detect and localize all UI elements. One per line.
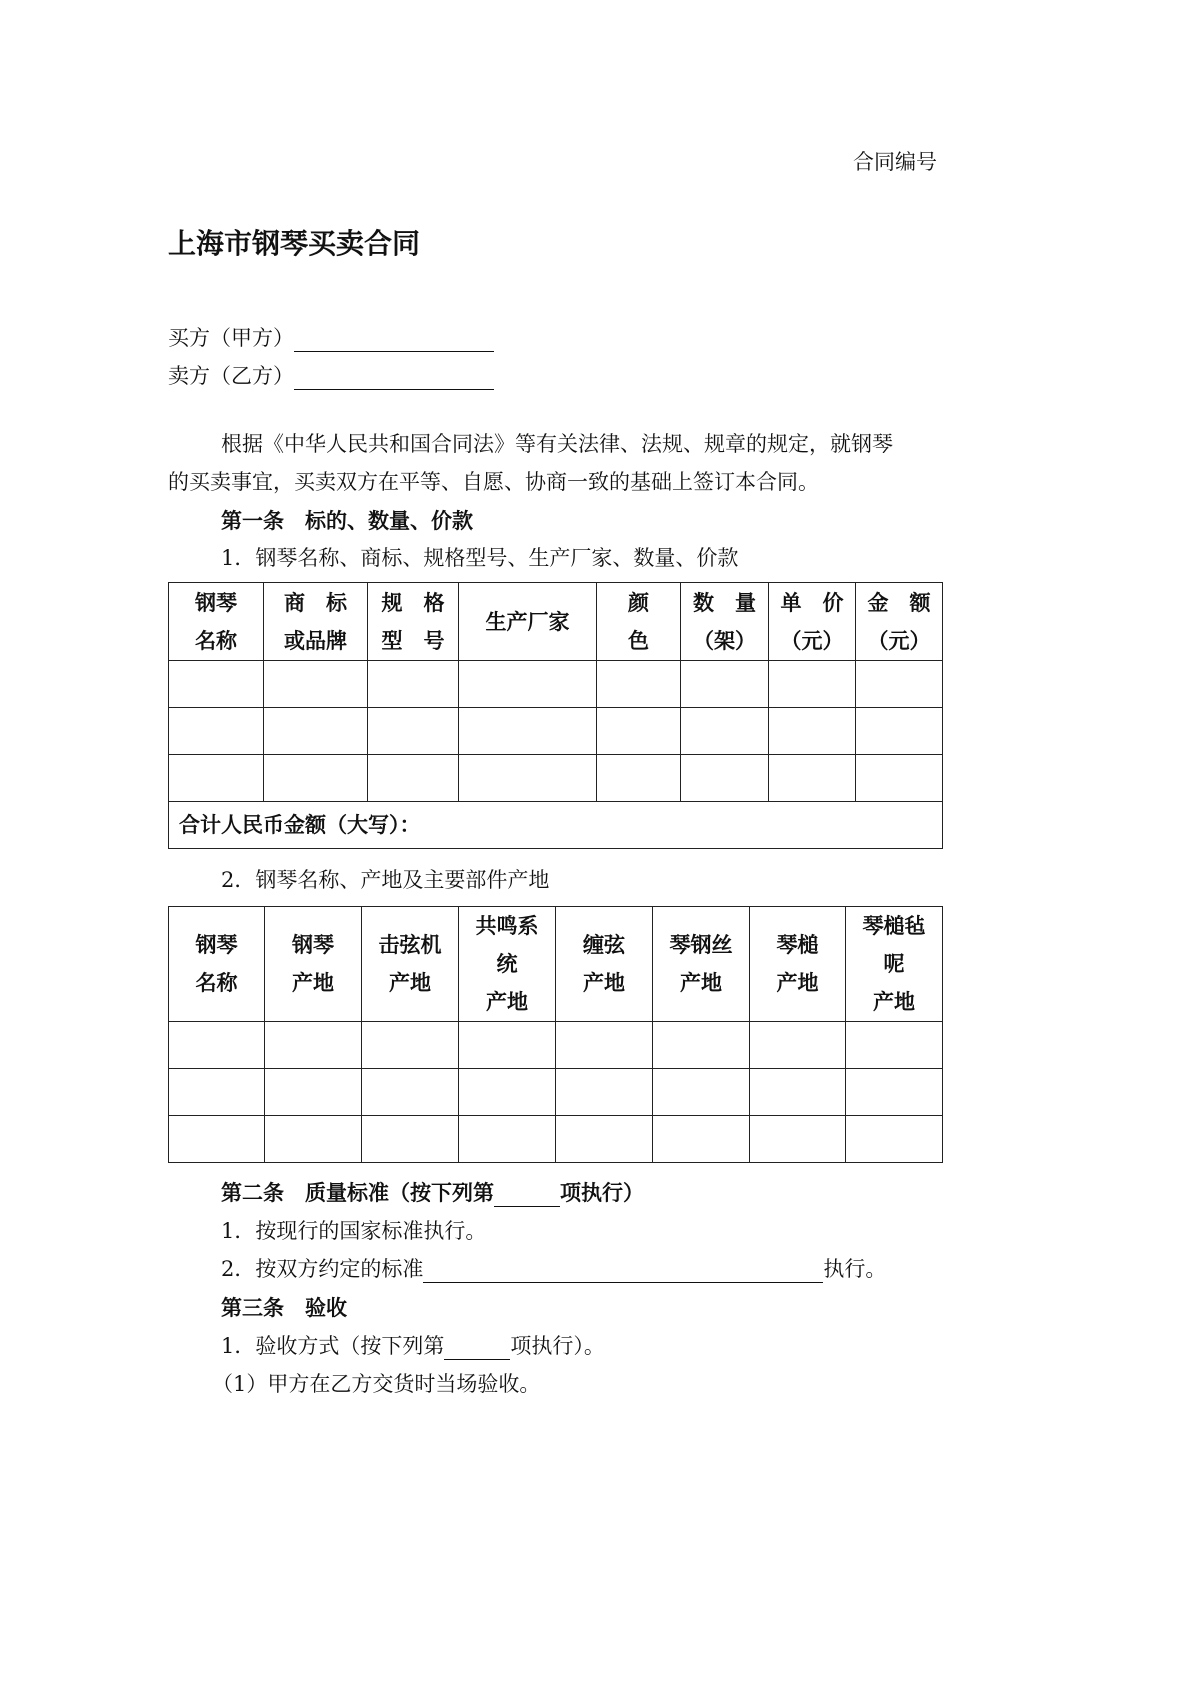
buyer-line <box>168 322 494 352</box>
article2-heading-pre: 第二条 质量标准（按下列第 <box>221 1180 494 1205</box>
contract-number-label: 合同编号 <box>853 150 937 174</box>
table1-cell[interactable] <box>856 708 943 755</box>
table2-header-cell: 钢琴 名称 <box>169 907 265 1022</box>
article1-item2: 2．钢琴名称、产地及主要部件产地 <box>221 868 550 892</box>
table1-cell[interactable] <box>264 661 368 708</box>
total-amount-cell[interactable]: 合计人民币金额（大写）： <box>169 802 943 849</box>
table2-cell[interactable] <box>265 1022 362 1069</box>
table1-header-cell: 钢琴 名称 <box>169 583 264 661</box>
table1-cell[interactable] <box>856 755 943 802</box>
table2-header-cell: 击弦机 产地 <box>362 907 459 1022</box>
table2-row <box>169 1022 943 1069</box>
seller-blank[interactable] <box>294 367 494 390</box>
table1-header-cell: 规 格 型 号 <box>368 583 459 661</box>
table2-cell[interactable] <box>750 1022 846 1069</box>
buyer-blank[interactable] <box>294 329 494 352</box>
table1-total-row <box>169 802 943 849</box>
table2-header-row <box>169 907 943 1022</box>
table1-cell[interactable] <box>681 708 769 755</box>
table2-cell[interactable] <box>750 1116 846 1163</box>
table1-row <box>169 755 943 802</box>
table1-cell[interactable] <box>169 661 264 708</box>
agreed-standard-blank[interactable] <box>423 1260 823 1283</box>
table1-header-cell: 单 价 （元） <box>769 583 856 661</box>
intro-line-1: 根据《中华人民共和国合同法》等有关法律、法规、规章的规定，就钢琴 <box>221 432 893 456</box>
table1-cell[interactable] <box>169 755 264 802</box>
article1-heading: 第一条 标的、数量、价款 <box>221 508 473 533</box>
table2-cell[interactable] <box>556 1116 653 1163</box>
table2-cell[interactable] <box>653 1069 750 1116</box>
intro-line-2: 的买卖事宜，买卖双方在平等、自愿、协商一致的基础上签订本合同。 <box>168 470 819 494</box>
article3-item1-post: 项执行）。 <box>510 1334 605 1358</box>
seller-label: 卖方（乙方） <box>168 364 294 388</box>
table2-cell[interactable] <box>362 1022 459 1069</box>
article3-item1-pre: 1．验收方式（按下列第 <box>221 1334 445 1358</box>
table1-cell[interactable] <box>597 708 681 755</box>
table1-header-cell: 数 量 （架） <box>681 583 769 661</box>
article2-choice-blank[interactable] <box>494 1184 560 1207</box>
table1-header-row <box>169 583 943 661</box>
table2-cell[interactable] <box>169 1116 265 1163</box>
table1-cell[interactable] <box>368 708 459 755</box>
article1-item1: 1．钢琴名称、商标、规格型号、生产厂家、数量、价款 <box>221 546 739 570</box>
article3-item1 <box>221 1330 605 1360</box>
table1-cell[interactable] <box>597 661 681 708</box>
article2-heading <box>221 1177 644 1207</box>
table1-cell[interactable] <box>264 755 368 802</box>
table1-cell[interactable] <box>769 755 856 802</box>
table1-header-cell: 商 标 或品牌 <box>264 583 368 661</box>
table2-cell[interactable] <box>265 1116 362 1163</box>
table2-header-cell: 缠弦 产地 <box>556 907 653 1022</box>
table2-cell[interactable] <box>846 1069 943 1116</box>
article2-item1: 1．按现行的国家标准执行。 <box>221 1219 487 1243</box>
table1-cell[interactable] <box>169 708 264 755</box>
article2-item2-post: 执行。 <box>823 1257 887 1281</box>
table2-cell[interactable] <box>459 1022 556 1069</box>
table2-row <box>169 1116 943 1163</box>
table2-cell[interactable] <box>846 1022 943 1069</box>
table1-cell[interactable] <box>681 755 769 802</box>
table2-header-cell: 共鸣系 统 产地 <box>459 907 556 1022</box>
table1-header-cell: 生产厂家 <box>459 583 597 661</box>
table1-row <box>169 708 943 755</box>
table2-cell[interactable] <box>459 1116 556 1163</box>
table2-header-cell: 琴槌毡 呢 产地 <box>846 907 943 1022</box>
table1-cell[interactable] <box>856 661 943 708</box>
piano-price-table <box>168 582 943 849</box>
article3-heading: 第三条 验收 <box>221 1295 347 1320</box>
table2-cell[interactable] <box>169 1069 265 1116</box>
seller-line <box>168 360 494 390</box>
table2-header-cell: 琴槌 产地 <box>750 907 846 1022</box>
table1-cell[interactable] <box>597 755 681 802</box>
table2-cell[interactable] <box>362 1069 459 1116</box>
table2-cell[interactable] <box>362 1116 459 1163</box>
table1-cell[interactable] <box>769 708 856 755</box>
table1-cell[interactable] <box>264 708 368 755</box>
table2-cell[interactable] <box>653 1022 750 1069</box>
table2-header-cell: 琴钢丝 产地 <box>653 907 750 1022</box>
article3-sub1: （1）甲方在乙方交货时当场验收。 <box>212 1372 541 1396</box>
table2-header-cell: 钢琴 产地 <box>265 907 362 1022</box>
buyer-label: 买方（甲方） <box>168 326 294 350</box>
table1-cell[interactable] <box>681 661 769 708</box>
table2-cell[interactable] <box>556 1022 653 1069</box>
table2-cell[interactable] <box>556 1069 653 1116</box>
origin-table <box>168 906 943 1163</box>
table1-cell[interactable] <box>459 755 597 802</box>
table2-cell[interactable] <box>653 1116 750 1163</box>
article2-item2-pre: 2．按双方约定的标准 <box>221 1257 424 1281</box>
table2-cell[interactable] <box>169 1022 265 1069</box>
table1-cell[interactable] <box>459 708 597 755</box>
table1-cell[interactable] <box>769 661 856 708</box>
table2-cell[interactable] <box>459 1069 556 1116</box>
table2-cell[interactable] <box>750 1069 846 1116</box>
table1-header-cell: 金 额 （元） <box>856 583 943 661</box>
table1-row <box>169 661 943 708</box>
table1-cell[interactable] <box>459 661 597 708</box>
acceptance-choice-blank[interactable] <box>444 1337 510 1360</box>
article2-heading-post: 项执行） <box>560 1180 644 1205</box>
table1-cell[interactable] <box>368 755 459 802</box>
table2-row <box>169 1069 943 1116</box>
table1-header-cell: 颜 色 <box>597 583 681 661</box>
table1-cell[interactable] <box>368 661 459 708</box>
document-title: 上海市钢琴买卖合同 <box>168 227 421 260</box>
article2-item2 <box>221 1253 886 1283</box>
table2-cell[interactable] <box>846 1116 943 1163</box>
table2-cell[interactable] <box>265 1069 362 1116</box>
